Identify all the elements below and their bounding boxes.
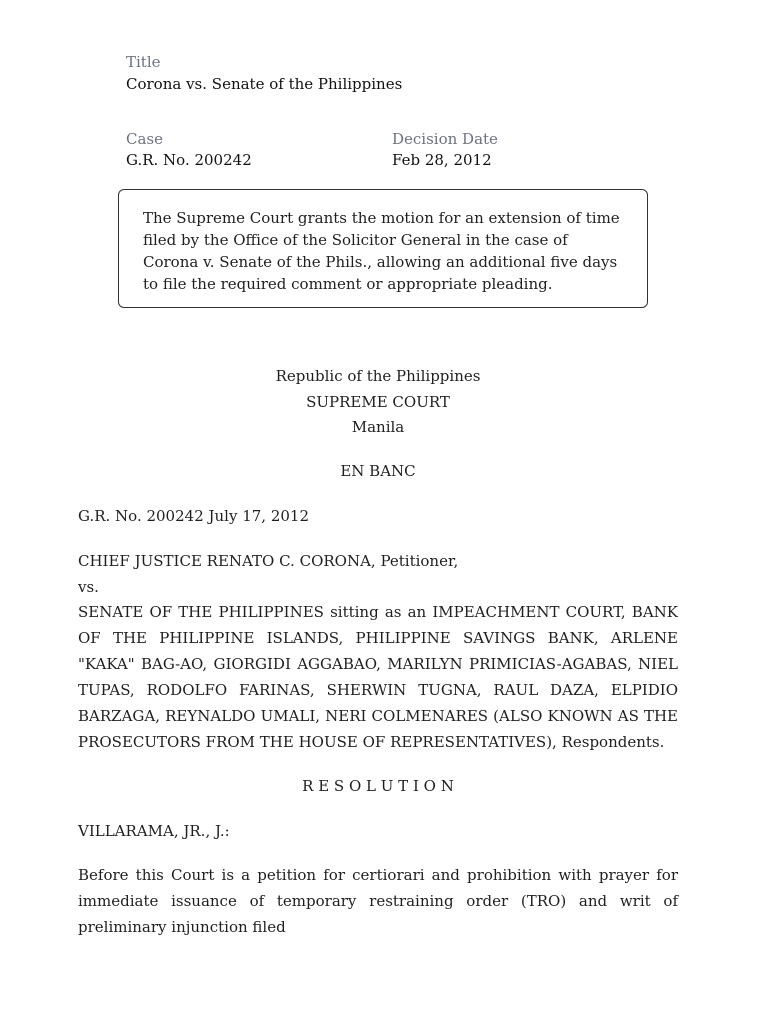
decision-date: Feb 28, 2012 xyxy=(392,151,492,169)
city-heading: Manila xyxy=(351,418,405,436)
division-heading: EN BANC xyxy=(340,462,416,480)
case-title: Corona vs. Senate of the Philippines xyxy=(126,75,403,93)
title-label: Title xyxy=(126,53,161,71)
petitioner: CHIEF JUSTICE RENATO C. CORONA, Petitioner, xyxy=(78,552,459,570)
case-number: G.R. No. 200242 xyxy=(126,151,252,169)
respondents: SENATE OF THE PHILIPPINES sitting as an IMPEACHMENT COURT, BANK OF THE PHILIPPINE ISLANDS, PHILIPPINE SAVINGS BANK, ARLENE "KAKA" BAG-AO, GIORGIDI AGGABAO, MARILYN PRIMICIAS-AGABAS, NIEL TUPAS, RODOLFO FARINAS, SHERWIN TUGNA, RAUL DAZA, ELPIDIO BARZAGA, REYNALDO UMALI, NERI COLMENARES (ALSO KNOWN AS THE PROSECUTORS FROM THE HOUSE OF REPRESENTATIVES), Respondents. xyxy=(78,603,678,751)
resolution-heading: R E S O L U T I O N xyxy=(302,777,454,795)
court-heading: SUPREME COURT xyxy=(306,393,450,411)
decision-date-label: Decision Date xyxy=(392,130,498,148)
case-label: Case xyxy=(126,130,163,148)
case-line: G.R. No. 200242 July 17, 2012 xyxy=(78,507,310,525)
ponente: VILLARAMA, JR., J.: xyxy=(78,822,230,840)
body-paragraph: Before this Court is a petition for certiorari and prohibition with prayer for immediate issuance of temporary restraining order (TRO) and writ of preliminary injunction filed xyxy=(78,866,678,936)
republic-heading: Republic of the Philippines xyxy=(275,367,481,385)
versus: vs. xyxy=(78,578,99,596)
summary-box xyxy=(118,189,648,308)
summary-text: The Supreme Court grants the motion for an extension of time filed by the Office of the Solicitor General in the case of Corona v. Senate of the Phils., allowing an additional five days to file the required comment or appropriate pleading. xyxy=(143,209,620,293)
